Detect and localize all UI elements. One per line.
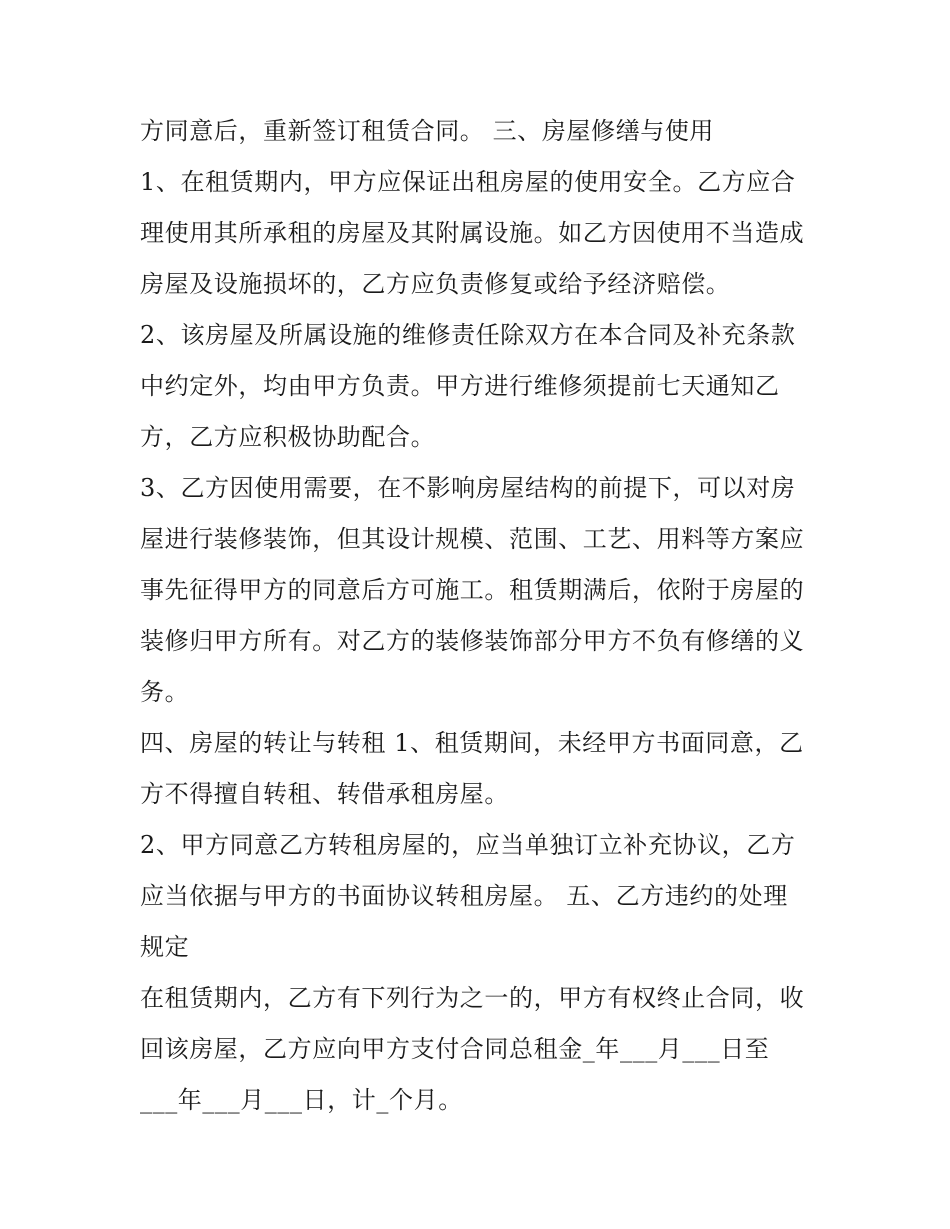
text-line: 1、在租赁期内，甲方应保证出租房屋的使用安全。乙方应合 bbox=[140, 168, 796, 196]
text-line: 事先征得甲方的同意后方可施工。租赁期满后，依附于房屋的 bbox=[140, 576, 805, 604]
text-line: 规定 bbox=[140, 933, 190, 961]
text-line: 3、乙方因使用需要，在不影响房屋结构的前提下，可以对房 bbox=[140, 474, 796, 502]
text-line: 四、房屋的转让与转租 1、租赁期间，未经甲方书面同意，乙 bbox=[140, 729, 804, 757]
text-line: 务。 bbox=[140, 678, 190, 706]
text-line: 屋进行装修装饰，但其设计规模、范围、工艺、用料等方案应 bbox=[140, 525, 805, 553]
text-line: 装修归甲方所有。对乙方的装修装饰部分甲方不负有修缮的义 bbox=[140, 627, 805, 655]
text-line: 房屋及设施损坏的，乙方应负责修复或给予经济赔偿。 bbox=[140, 270, 731, 298]
text-line: 回该房屋，乙方应向甲方支付合同总租金_年___月___日至 bbox=[140, 1035, 770, 1063]
text-line: 方，乙方应积极协助配合。 bbox=[140, 423, 436, 451]
text-line: ___年___月___日，计_个月。 bbox=[140, 1086, 463, 1114]
text-line: 方不得擅自转租、转借承租房屋。 bbox=[140, 780, 509, 808]
text-line: 2、该房屋及所属设施的维修责任除双方在本合同及补充条款 bbox=[140, 321, 796, 349]
text-line: 中约定外，均由甲方负责。甲方进行维修须提前七天通知乙 bbox=[140, 372, 780, 400]
text-line: 2、甲方同意乙方转租房屋的，应当单独订立补充协议，乙方 bbox=[140, 831, 796, 859]
text-line: 理使用其所承租的房屋及其附属设施。如乙方因使用不当造成 bbox=[140, 219, 805, 247]
document-body bbox=[140, 106, 820, 1126]
text-line: 应当依据与甲方的书面协议转租房屋。 五、乙方违约的处理 bbox=[140, 882, 788, 910]
text-line: 在租赁期内，乙方有下列行为之一的，甲方有权终止合同，收 bbox=[140, 984, 805, 1012]
text-line: 方同意后，重新签订租赁合同。 三、房屋修缮与使用 bbox=[140, 117, 715, 145]
